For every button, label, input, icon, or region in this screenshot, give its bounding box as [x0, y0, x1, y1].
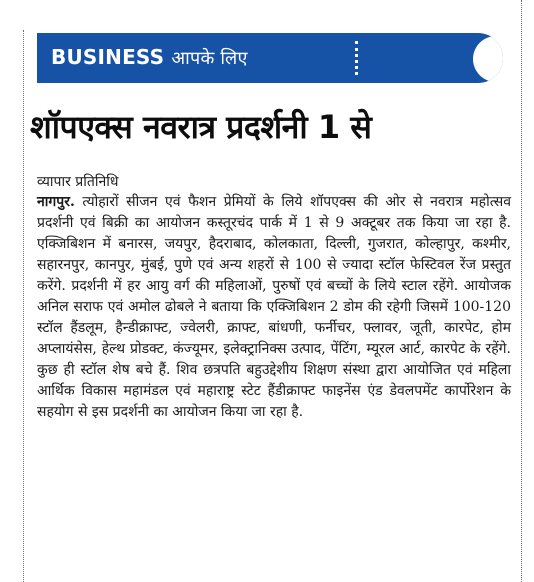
article-dateline: नागपुर.: [37, 194, 75, 210]
article-byline: व्यापार प्रतिनिधि: [37, 174, 119, 190]
section-sublabel: आपके लिए: [171, 48, 248, 69]
right-column-rule: [521, 0, 522, 582]
article-text: त्योहारों सीजन एवं फैशन प्रेमियों के लिये शॉपएक्स की ओर से नवरात्र महोत्सव प्रदर्शनी एवं बिक्री का आयोजन कस्तूरचंद पार्क में 1 से 9 अक्टूबर तक किया जा रहा है. एक्जिबिशन में बनारस, जयपुर, हैदराबाद, कोलकाता, दिल्ली, गुजरात, कोल्हापुर, कश्मीर, सहारनपुर, कानपुर, मुंबई, पुणे एवं अन्य शहरों से 100 से ज्यादा स्टॉल फेस्टिवल रेंज प्रस्तुत करेंगे. प्रदर्शनी में हर आयु वर्ग की महिलाओं, पुरुषों एवं बच्चों के लिये स्टाल रहेंगे. आयोजक अनिल सराफ एवं अमोल ढोबले ने बताया कि एक्जिबिशन 2 डोम की रहेगी जिसमें 100-120 स्टॉल हैंडलूम, हैन्डीक्राफ्ट, ज्वेलरी, क्राफ्ट, बांधणी, फर्नीचर, फ्लावर, जूती, कारपेट, होम अप्लायंसेस, हेल्थ प्रोडक्ट, कंज्यूमर, इलेक्ट्रानिक्स उत्पाद, पेंटिंग, म्यूरल आर्ट, कारपेट के रहेंगे. कुछ ही स्टॉल शेष बचे हैं. शिव छत्रपति बहुउद्देशीय शिक्षण संस्था द्वारा आयोजित एवं महिला आर्थिक विकास महामंडल एवं महाराष्ट्र स्टेट हैंडीक्राफ्ट फाइनेंस एंड डेवलपमेंट कार्पोरेशन के सहयोग से इस प्रदर्शनी का आयोजन किया जा रहा है.: [37, 194, 511, 420]
section-label: [51, 44, 248, 72]
section-name: BUSINESS: [51, 45, 165, 69]
banner-dotted-divider: [355, 41, 358, 75]
left-column-rule: [23, 30, 24, 582]
article-body: [37, 192, 511, 423]
article-headline: शॉपएक्स नवरात्र प्रदर्शनी 1 से: [30, 108, 372, 146]
banner-circle-ornament: [473, 36, 503, 82]
section-banner: [37, 33, 503, 83]
